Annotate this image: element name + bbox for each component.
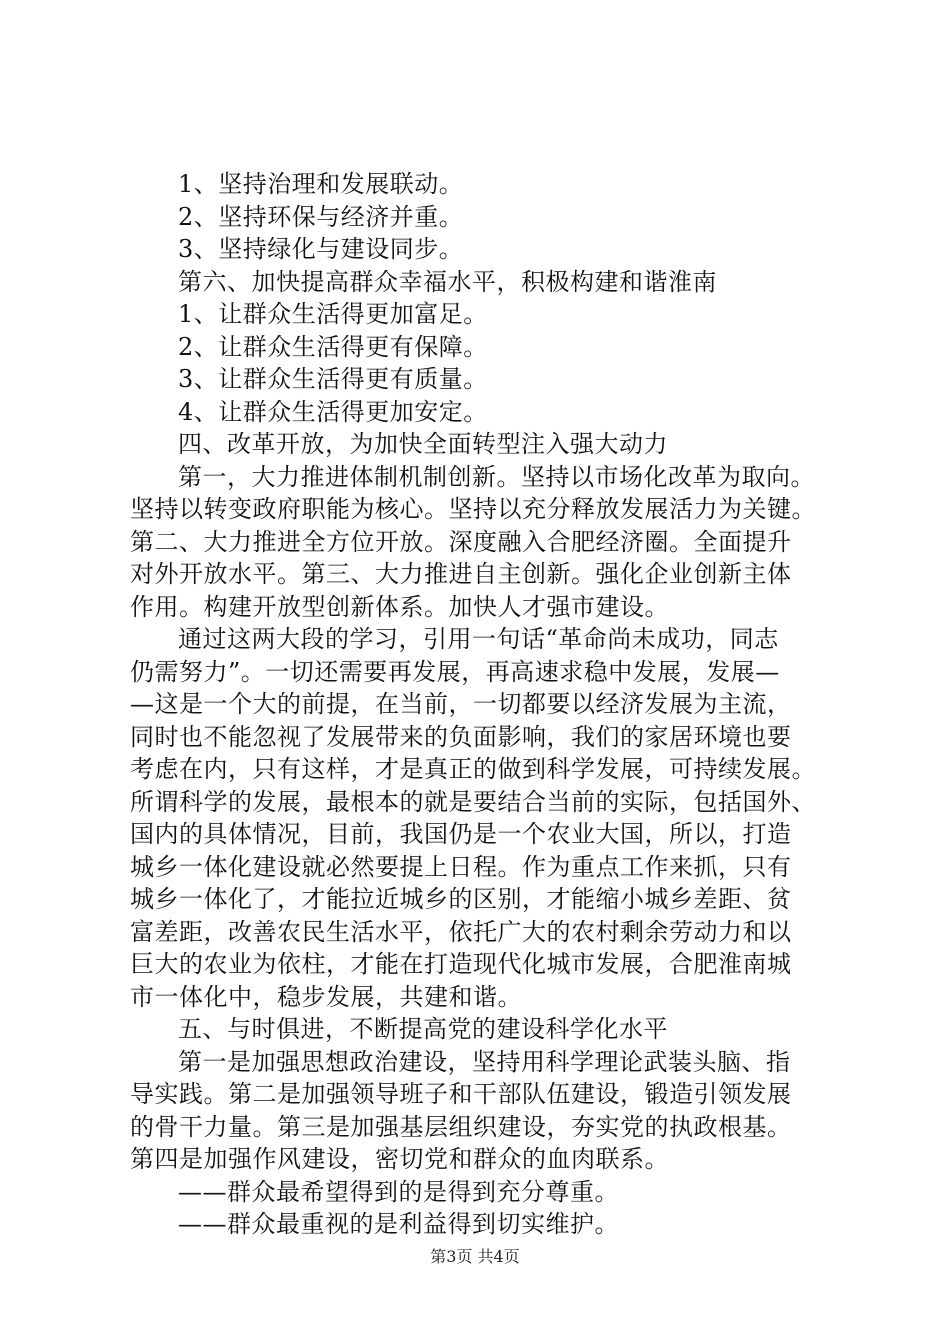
document-body <box>130 168 830 1241</box>
text-line: 1、让群众生活得更加富足。 <box>178 300 488 328</box>
page-footer <box>0 1244 950 1267</box>
text-line: 通过这两大段的学习，引用一句话“革命尚未成功，同志 <box>178 625 779 653</box>
text-line: 富差距，改善农民生活水平，依托广大的农村剩余劳动力和以 <box>130 917 792 946</box>
text-line: 4、让群众生活得更加安定。 <box>178 397 488 426</box>
text-line: 四、改革开放，为加快全面转型注入强大动力 <box>178 430 668 458</box>
text-line: 考虑在内，只有这样，才是真正的做到科学发展，可持续发展。 <box>130 755 816 783</box>
page-number-label: 第3页 共4页 <box>430 1247 520 1266</box>
text-line: 市一体化中，稳步发展，共建和谐。 <box>130 982 522 1011</box>
text-line: 第四是加强作风建设，密切党和群众的血肉联系。 <box>130 1145 669 1173</box>
text-line: 作用。构建开放型创新体系。加快人才强市建设。 <box>130 592 669 621</box>
text-line: 3、让群众生活得更有质量。 <box>178 365 488 393</box>
text-line: 同时也不能忽视了发展带来的负面影响，我们的家居环境也要 <box>130 722 792 751</box>
text-line: 对外开放水平。第三、大力推进自主创新。强化企业创新主体 <box>130 560 792 588</box>
text-line: —这是一个大的前提，在当前，一切都要以经济发展为主流， <box>130 690 792 718</box>
text-line: 2、坚持环保与经济并重。 <box>178 202 464 231</box>
text-line: 导实践。第二是加强领导班子和干部队伍建设，锻造引领发展 <box>130 1080 792 1108</box>
text-line: 国内的具体情况，目前，我国仍是一个农业大国，所以，打造 <box>130 820 792 848</box>
text-line: 巨大的农业为依柱，才能在打造现代化城市发展，合肥淮南城 <box>130 950 792 978</box>
text-line: 1、坚持治理和发展联动。 <box>178 170 464 198</box>
text-line: 第一，大力推进体制机制创新。坚持以市场化改革为取向。 <box>178 462 815 491</box>
text-line: 所谓科学的发展，最根本的就是要结合当前的实际，包括国外、 <box>130 787 816 816</box>
text-line: 第一是加强思想政治建设，坚持用科学理论武装头脑、指 <box>178 1047 791 1076</box>
text-line: 第六、加快提高群众幸福水平，积极构建和谐淮南 <box>178 267 717 296</box>
text-line: 坚持以转变政府职能为核心。坚持以充分释放发展活力为关键。 <box>130 495 816 523</box>
text-line: ——群众最希望得到的是得到充分尊重。 <box>178 1177 619 1206</box>
text-line: 3、坚持绿化与建设同步。 <box>178 235 464 263</box>
text-line: 城乡一体化建设就必然要提上日程。作为重点工作来抓，只有 <box>130 852 792 881</box>
text-line: ——群众最重视的是利益得到切实维护。 <box>178 1210 619 1238</box>
text-line: 城乡一体化了，才能拉近城乡的区别，才能缩小城乡差距、贫 <box>130 885 792 913</box>
text-line: 的骨干力量。第三是加强基层组织建设，夯实党的执政根基。 <box>130 1112 792 1141</box>
text-line: 仍需努力”。一切还需要再发展，再高速求稳中发展，发展— <box>130 657 780 686</box>
text-line: 第二、大力推进全方位开放。深度融入合肥经济圈。全面提升 <box>130 527 792 556</box>
text-line: 五、与时俱进，不断提高党的建设科学化水平 <box>178 1015 668 1043</box>
text-line: 2、让群众生活得更有保障。 <box>178 332 488 361</box>
